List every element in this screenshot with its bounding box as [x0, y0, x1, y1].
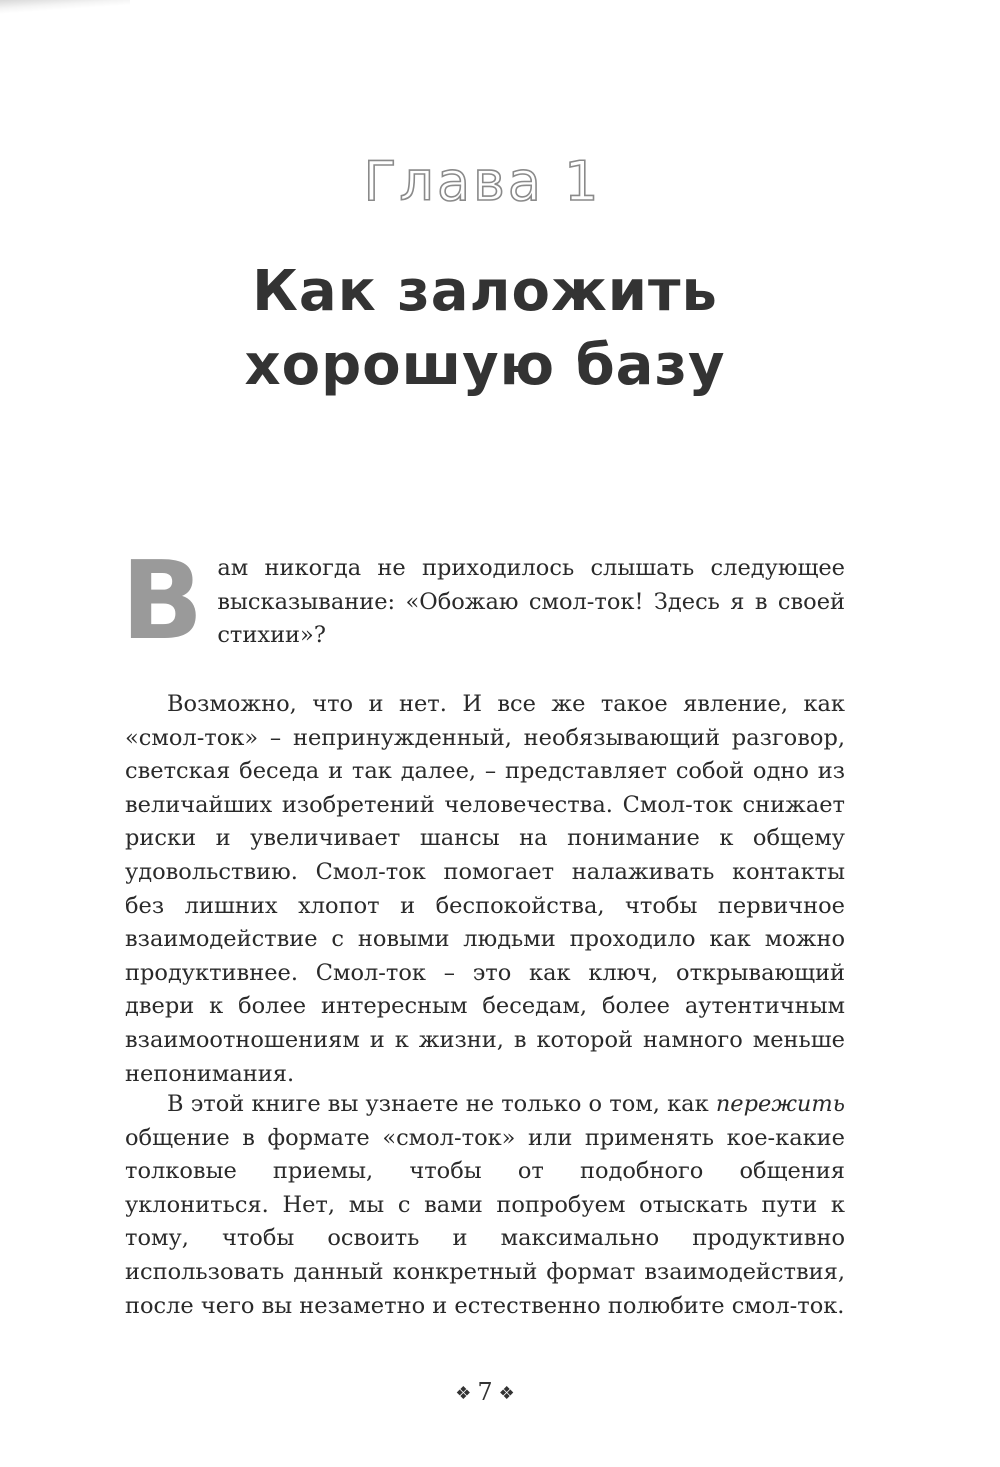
page-footer [0, 1378, 970, 1406]
paragraph-2: Возможно, что и нет. И все же такое явление, как «смол-ток» – непринужденный, необязывающий разговор, светская беседа и так далее, – представляет собой одно из величайших изобретений человечества. Смол-ток снижает риски и увеличивает шансы на понимание к общему удовольствию. Смол-ток помогает налаживать контакты без лишних хлопот и беспокойства, чтобы первичное взаимодействие с новыми людьми проходило как можно продуктивнее. Смол-ток – это как ключ, открывающий двери к более интересным беседам, более аутентичным взаимоотношениям и к жизни, в которой намного меньше непонимания. [125, 691, 845, 1087]
diamond-ornament-icon: ❖ [498, 1383, 515, 1404]
paragraph-3-text-end: общение в формате «смол-ток» или применять кое-какие толковые приемы, чтобы от подобного общения уклониться. Нет, мы с вами попробуем отыскать пути к тому, чтобы освоить и максимально продуктивно использовать данный конкретный формат взаимодействия, после чего вы незаметно и естественно полюбите смол-ток. [125, 1124, 845, 1319]
diamond-ornament-icon: ❖ [455, 1383, 472, 1404]
paragraph-3-text-start: В этой книге вы узнаете не только о том, как [167, 1091, 716, 1117]
page-corner-shadow [0, 0, 130, 14]
page-number: 7 [477, 1378, 493, 1406]
paragraph-1 [121, 539, 845, 664]
chapter-label: Глава 1 [363, 150, 602, 213]
paragraph-3 [125, 1088, 845, 1323]
chapter-title-line-1: Как заложить [252, 259, 718, 324]
paragraph-3-emphasis: пережить [715, 1091, 845, 1117]
paragraph-1-text: ам никогда не приходилось слышать следующее высказывание: «Обожаю смол-ток! Здесь я в своей стихии»? [217, 555, 845, 649]
chapter-title [0, 255, 970, 403]
drop-cap: В [121, 539, 204, 664]
chapter-title-line-2: хорошую базу [244, 333, 726, 398]
